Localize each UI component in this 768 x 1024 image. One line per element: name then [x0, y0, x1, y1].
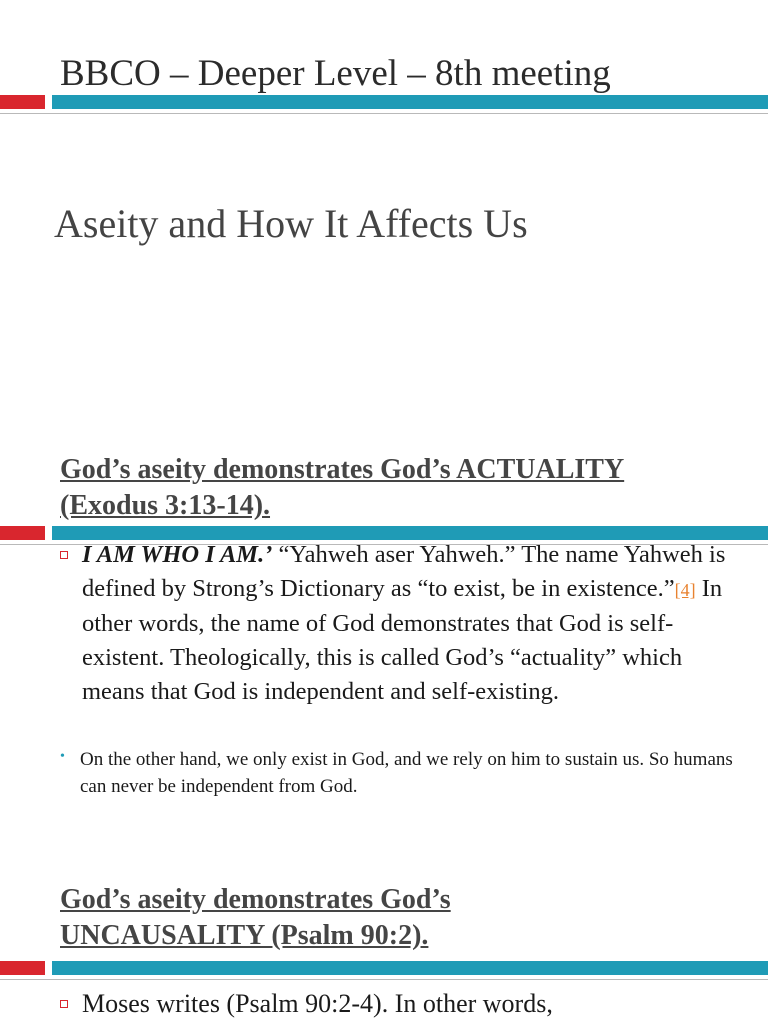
slide-1-divider-line: [0, 113, 768, 114]
dot-bullet-icon: •: [60, 749, 65, 764]
slide-3-heading-line-1: God’s aseity demonstrates God’s: [60, 884, 451, 915]
slide-2-bullet-2: On the other hand, we only exist in God, and we rely on him to sustain us. So humans can never be independent from God.: [80, 749, 733, 797]
slide-3-divider-line: [0, 979, 768, 980]
square-bullet-icon: [60, 1000, 68, 1008]
slide-1-subtitle: Aseity and How It Affects Us: [54, 201, 528, 246]
slide-2-heading-line-2: (Exodus 3:13-14).: [60, 490, 271, 521]
slide-3-heading: [60, 882, 451, 954]
slide-2-bullet-1: [82, 538, 728, 709]
slide-3-bullet-1: Moses writes (Psalm 90:2-4). In other words,: [82, 989, 553, 1018]
slide-3: [0, 830, 768, 1024]
slide-3-heading-line-2: UNCAUSALITY (Psalm 90:2).: [60, 920, 429, 951]
slide-2-heading: [60, 452, 624, 524]
slide-1-title: BBCO – Deeper Level – 8th meeting: [60, 53, 611, 94]
slide-1: [0, 0, 768, 410]
slide-2-bullet-1-text-a: “Yahweh aser Yahweh.” The name Yahweh is defined by Strong’s Dictionary as “to exist, be in existence.”: [82, 541, 726, 602]
slide-2-bullet-1-text-b: In other words, the name of God demonstrates that God is self-existent. Theologically, this is called God’s “actuality” which means that God is independent and self-existing.: [82, 575, 723, 705]
slide-2-heading-line-1: God’s aseity demonstrates God’s ACTUALITY: [60, 454, 625, 485]
slide-1-accent-red-bar: [0, 95, 45, 109]
slide-1-accent-teal-bar: [52, 95, 768, 109]
slide-3-accent-red-bar: [0, 961, 45, 975]
slide-2-accent-red-bar: [0, 526, 45, 540]
slide-3-accent-teal-bar: [52, 961, 768, 975]
slide-2: [0, 410, 768, 830]
slide-2-bullet-1-emphasis: I AM WHO I AM.’: [82, 541, 273, 568]
square-bullet-icon: [60, 551, 68, 559]
footnote-link[interactable]: [4]: [674, 580, 696, 600]
